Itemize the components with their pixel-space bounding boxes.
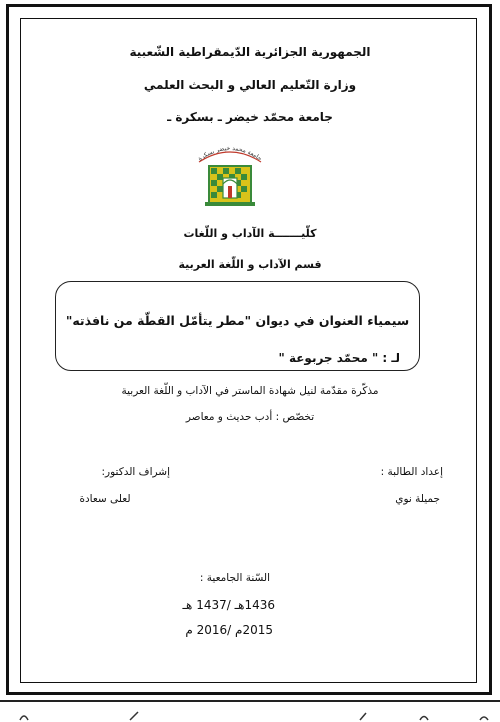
supervisor-label: إشراف الدكتور: (101, 466, 170, 478)
republic-name: الجمهورية الجزائرية الدّيمقراطية الشّعبية (129, 45, 371, 59)
academic-year-gregorian: 2015م /2016 م (185, 623, 273, 637)
next-page-marks (0, 710, 500, 722)
university-seal-icon (191, 138, 269, 210)
thesis-title: سيمياء العنوان في ديوان "مطر يتأمّل القطّة من نافذته" (65, 313, 410, 328)
ministry-name: وزارة التّعليم العالي و البحث العلمي (143, 78, 357, 92)
student-name: جميلة نوي (395, 493, 440, 505)
svg-text:جامعة محمد خيضر بسكرة (197, 145, 263, 163)
memo-description: مذكّرة مقدّمة لنيل شهادة الماستر في الآداب و اللّغة العربية (121, 385, 379, 397)
next-page-edge (0, 700, 500, 722)
seal-text: جامعة محمد خيضر بسكرة (196, 144, 264, 163)
specialty: تخصّص : أدب حديث و معاصر (185, 411, 315, 423)
university-name: جامعة محمّد خيضر ـ بسكرة ـ (167, 110, 333, 124)
supervisor-name: لعلى سعادة (79, 493, 131, 505)
poet-name: لـ : " محمّد جربوعة " (278, 351, 400, 365)
academic-year-label: السّنة الجامعية : (199, 572, 270, 584)
department-name: قسم الآداب و اللّغة العربية (178, 258, 322, 271)
academic-year-hijri: 1436هـ /1437 هـ (182, 598, 275, 612)
faculty-name: كلّيـــــــة الآداب و اللّغات (183, 227, 317, 240)
student-label: إعداد الطالبة : (380, 466, 443, 478)
